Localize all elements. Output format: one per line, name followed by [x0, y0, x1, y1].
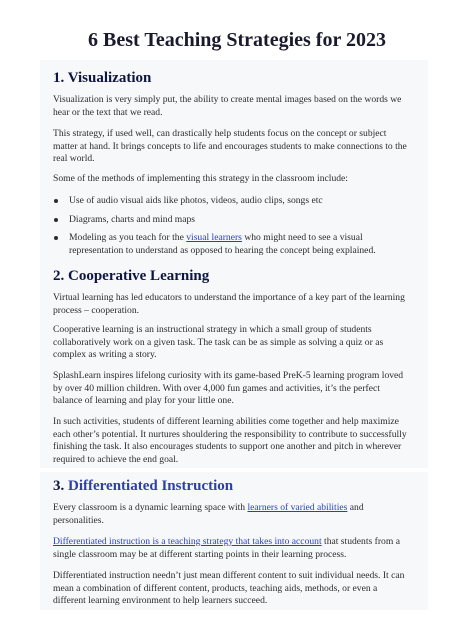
learners-varied-abilities-link[interactable]: learners of varied abilities	[247, 502, 348, 513]
paragraph: This strategy, if used well, can drastically help students focus on the concept or subject matter at hand. It brings concepts to life and encourages students to make connections to the real world.	[53, 128, 407, 165]
bullet-dot-icon	[54, 218, 58, 222]
paragraph: Cooperative learning is an instructional strategy in which a small group of students collaboratively work on a given task. The task can be as simple as solving a quiz or as complex as writing a story.	[53, 324, 384, 361]
paragraph-text-post: and personalities.	[53, 502, 364, 526]
list-item	[53, 214, 409, 227]
list-item-text-pre: Modeling as you teach for the	[69, 232, 187, 244]
list-item	[53, 195, 409, 208]
paragraph: Virtual learning has led educators to understand the importance of a key part of the learning process – cooperation.	[53, 292, 405, 316]
paragraph: In such activities, students of different learning abilities come together and help maximize each other’s potential. It nurtures shouldering the responsibility to contribute to successfully finishing the task. It also encourages students to support one another and pitch in wherever required to achieve the end goal.	[53, 416, 407, 465]
visual-learners-link[interactable]: visual learners	[186, 232, 242, 244]
list-item-text-post: who might need to see a visual representation to understand as opposed to hearing the concept being explained.	[69, 232, 376, 256]
paragraph: Visualization is very simply put, the ability to create mental images based on the words we hear or the text that we read.	[53, 94, 402, 118]
bullet-dot-icon	[54, 199, 58, 203]
section-heading-differentiated-instruction	[53, 476, 233, 496]
paragraph: Some of the methods of implementing this strategy in the classroom include:	[53, 173, 348, 184]
section-heading-cooperative-learning: 2. Cooperative Learning	[53, 268, 210, 284]
section-heading-visualization: 1. Visualization	[53, 70, 152, 86]
section-visualization	[40, 60, 428, 278]
bullet-list	[53, 195, 409, 263]
paragraph	[53, 536, 409, 561]
differentiated-instruction-link[interactable]: Differentiated instruction is a teaching strategy that takes into account	[53, 536, 322, 547]
heading-number: 3.	[53, 478, 68, 494]
list-item-text: Diagrams, charts and mind maps	[69, 213, 196, 225]
paragraph: Differentiated instruction needn’t just mean different content to suit individual needs. It can mean a combination of different content, products, teaching aids, methods, or even a different learning environment to help learners succeed.	[53, 570, 405, 607]
list-item-text: Use of audio visual aids like photos, videos, audio clips, songs etc	[69, 195, 323, 206]
differentiated-instruction-heading-link[interactable]: Differentiated Instruction	[68, 478, 234, 494]
paragraph: SplashLearn inspires lifelong curiosity with its game-based PreK-5 learning program loved by over 40 million children. With over 4,000 fun games and activities, it’s the perfect balance of learning and play for your little one.	[53, 370, 404, 407]
paragraph	[53, 502, 409, 527]
section-differentiated-instruction	[40, 472, 428, 610]
list-item	[53, 232, 409, 257]
section-cooperative-learning	[40, 262, 428, 468]
page-title: 6 Best Teaching Strategies for 2023	[88, 29, 386, 51]
bullet-dot-icon	[54, 236, 58, 240]
paragraph-text-post: that students from a single classroom may be at different starting points in their learning process.	[53, 536, 400, 560]
paragraph-text-pre: Every classroom is a dynamic learning space with	[53, 502, 248, 513]
